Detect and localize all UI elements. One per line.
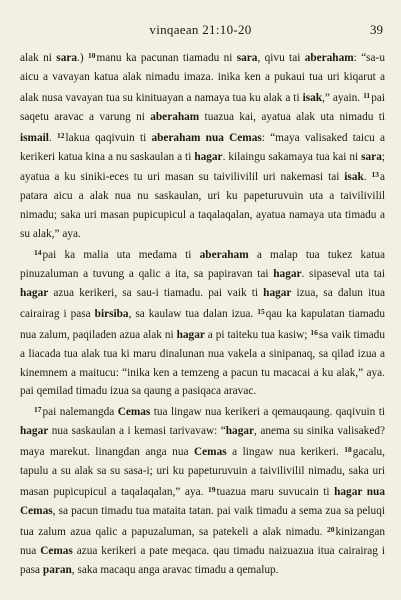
- verse-number: 15: [257, 306, 265, 316]
- verse-text: sa vaik timadu a liacada tua alak tua ki maru dinalunan nua vakela a sinipanaq, sa qilad izua a kinemnem a maitucu: “inika ken a temzeng a pacun tu macacai a ku alak,” aya. pai qemilad timadu izua sa qaung a pasiqaca aravac.: [20, 328, 385, 398]
- verse-text: tua lingaw nua kerikeri a qemauqaung. qaqivuin ti: [150, 406, 385, 419]
- verse-text: : “maya valisaked taicu a kerikeri katua kina a nu saskaulan a ti: [20, 131, 385, 163]
- proper-name: hagar: [194, 150, 223, 163]
- page-number: 39: [370, 22, 383, 37]
- verse-number: 10: [87, 51, 96, 60]
- running-header: [0, 22, 401, 38]
- proper-name: hagar: [20, 425, 49, 438]
- proper-name: aberaham: [304, 52, 354, 64]
- verse-text: .: [363, 171, 372, 184]
- verse-text: qau ka kapulatan tiamadu nua zalum, paqiladen azua alak ni: [20, 307, 385, 341]
- verse-text: , anema su sinika valisaked? maya marekut. linangdan anga nua: [20, 425, 385, 459]
- verse-text: : “sa-u aicu a vavayan katua alak nimadu imaza. inika ken a pukaui tua uri kiqarut a alak nusa vavayan tua su kinituayan a namaya tua ku alak a ti: [20, 52, 385, 104]
- proper-name: sara: [236, 52, 258, 64]
- proper-name: hagar: [225, 425, 255, 438]
- verse-text: alak ni: [20, 52, 57, 64]
- verse-number: 14: [34, 248, 42, 258]
- proper-name: isak: [302, 91, 323, 104]
- proper-name: aberaham: [150, 110, 200, 123]
- verse-number: 11: [363, 90, 371, 100]
- verse-text: a lingaw nua kerikeri.: [226, 446, 345, 459]
- verse-text: gacalu, tapulu a su alak sa su sasa-i; uri ku papeturuvuin a taivilivilil nimadu, saka uri masan pupicupicul a taqalaqalan,” aya.: [20, 446, 385, 498]
- verse-text: , qivu tai: [257, 52, 305, 64]
- verse-text: pai saqetu aravac a varung ni: [20, 91, 385, 123]
- paragraph: [20, 244, 385, 401]
- paragraph: [20, 401, 385, 579]
- verse-text: nua saskaulan a i kemasi tarivavaw: “: [48, 425, 226, 438]
- proper-name: isak: [344, 171, 364, 184]
- proper-name: birsiba: [94, 307, 129, 320]
- verse-text: a malap tua tukez katua pinuzaluman a tuvung a qalic a ita, sa papiravan tai: [20, 249, 385, 280]
- proper-name: hagar: [20, 286, 49, 299]
- proper-name: sara: [361, 150, 382, 163]
- verse-text: azua kerikeri a pate meqaca. qau timadu naizuazua itua cairairag i pasa: [20, 544, 385, 576]
- verse-text: , saka macaqu anga aravac timadu a qemalup.: [71, 563, 279, 576]
- verse-number: 13: [371, 170, 379, 180]
- proper-name: hagar: [273, 267, 302, 280]
- verse-text: , sa kaulaw tua dalan izua.: [128, 307, 258, 320]
- proper-name: ismail: [20, 131, 49, 144]
- verse-text: izua, sa dalun itua cairairag i pasa: [20, 286, 386, 320]
- proper-name: Cemas: [194, 446, 227, 459]
- running-title: vinqaean 21:10-20: [149, 22, 252, 37]
- verse-number: 17: [34, 405, 42, 415]
- verse-text: tuazua kai, ayatua alak uta nimadu ti: [199, 110, 385, 123]
- verse-text: .): [77, 52, 88, 64]
- verse-text: lakua qaqivuin ti: [65, 131, 152, 144]
- verse-text: ; ayatua a ku siniki-eces tu uri masan su taivilivilil uri nakemasi tai: [20, 150, 385, 184]
- verse-text: manu ka pacunan tiamadu ni: [96, 52, 237, 64]
- verse-text: ,” ayain.: [322, 91, 364, 104]
- paragraph: [20, 47, 385, 244]
- verse-number: 19: [208, 484, 216, 494]
- verse-number: 20: [326, 524, 335, 534]
- verse-text: azua kerikeri, sa sau-i tiamadu. pai vaik ti: [48, 286, 264, 299]
- verse-text: .: [48, 131, 57, 144]
- verse-text: , sa pacun timadu tua mataita tatan. pai vaik timadu a sema zua sa peluqi tua zalum azua qalic a papuzaluman, sa patekeli a alak nimadu.: [20, 504, 385, 538]
- verse-text: a pi taiteku tua kasiw;: [204, 328, 311, 341]
- verse-number: 18: [344, 445, 352, 455]
- proper-name: sara: [56, 52, 78, 64]
- verse-text: pai nalemangda: [42, 406, 118, 419]
- proper-name: hagar nua Cemas: [20, 485, 385, 517]
- proper-name: paran: [42, 563, 72, 576]
- proper-name: aberaham nua Cemas: [151, 131, 262, 144]
- verse-text: . sipaseval uta tai: [301, 267, 385, 280]
- proper-name: hagar: [263, 286, 292, 299]
- proper-name: Cemas: [117, 406, 151, 419]
- verse-text: pai ka malia uta medama ti: [42, 249, 200, 262]
- proper-name: aberaham: [199, 249, 249, 262]
- proper-name: hagar: [176, 328, 205, 341]
- verse-number: 12: [56, 130, 65, 140]
- verse-text: tuazua maru suvucain ti: [216, 485, 335, 498]
- body-text: [20, 47, 385, 579]
- verse-text: kinizangan nua: [20, 525, 385, 557]
- verse-number: 16: [310, 327, 318, 337]
- verse-text: a patara aicu a alak nua nu saskaulan, uri ku papeturuvuin uta a taivilivilil nimadu; saka uri masan pupicupicul a taqalaqalan, ayatua namaya uta timadu a su alak,” aya.: [20, 171, 385, 241]
- proper-name: Cemas: [40, 544, 73, 557]
- verse-text: . kilaingu sakamaya tua kai ni: [222, 150, 362, 163]
